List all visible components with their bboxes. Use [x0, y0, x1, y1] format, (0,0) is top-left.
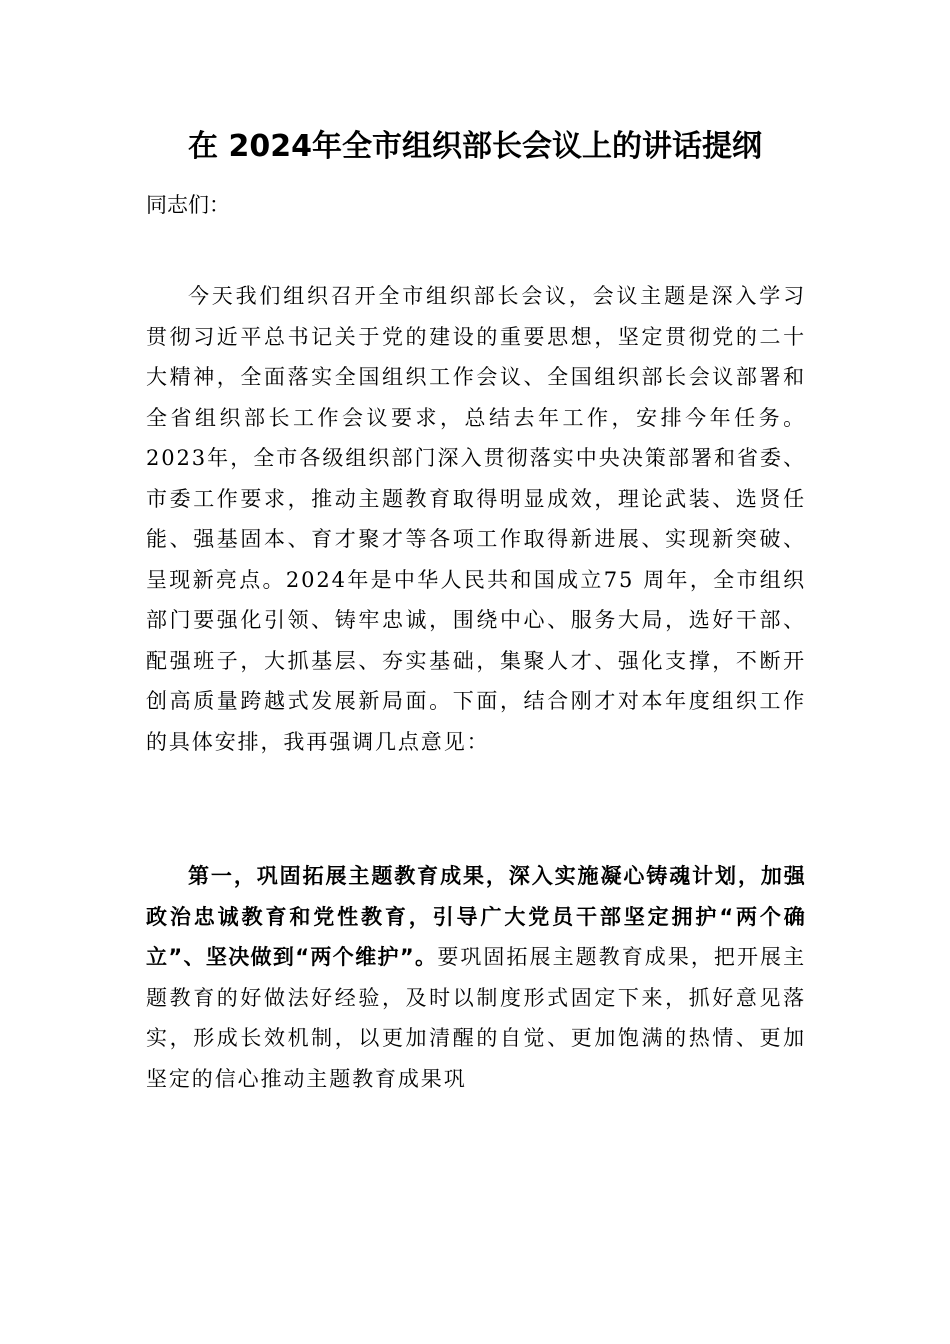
- paragraph-point-one: [146, 856, 806, 1099]
- paragraph-lead-heading: 第一，巩固拓展主题教育成果，深入实施凝心铸魂计划，加强政治忠诚教育和党性教育，引导广大党员干部坚定拥护“两个确立”、坚决做到“两个维护”。: [146, 864, 806, 969]
- paragraph-text: 今天我们组织召开全市组织部长会议，会议主题是深入学习贯彻习近平总书记关于党的建设的重要思想，坚定贯彻党的二十大精神，全面落实全国组织工作会议、全国组织部长会议部署和全省组织部长工作会议要求，总结去年工作，安排今年任务。2023年，全市各级组织部门深入贯彻落实中央决策部署和省委、市委工作要求，推动主题教育取得明显成效，理论武装、选贤任能、强基固本、育才聚才等各项工作取得新进展、实现新突破、呈现新亮点。2024年是中华人民共和国成立75 周年，全市组织部门要强化引领、铸牢忠诚，围绕中心、服务大局，选好干部、配强班子，大抓基层、夯实基础，集聚人才、强化支撑，不断开创高质量跨越式发展新局面。下面，结合刚才对本年度组织工作的具体安排，我再强调几点意见：: [146, 284, 806, 754]
- paragraph-opening: [146, 276, 806, 762]
- paragraph-text: 要巩固拓展主题教育成果，把开展主题教育的好做法好经验，及时以制度形式固定下来，抓好意见落实，形成长效机制，以更加清醒的自觉、更加饱满的热情、更加坚定的信心推动主题教育成果巩: [146, 945, 806, 1091]
- salutation: 同志们：: [146, 193, 230, 217]
- document-title: 在 2024年全市组织部长会议上的讲话提纲: [188, 129, 762, 164]
